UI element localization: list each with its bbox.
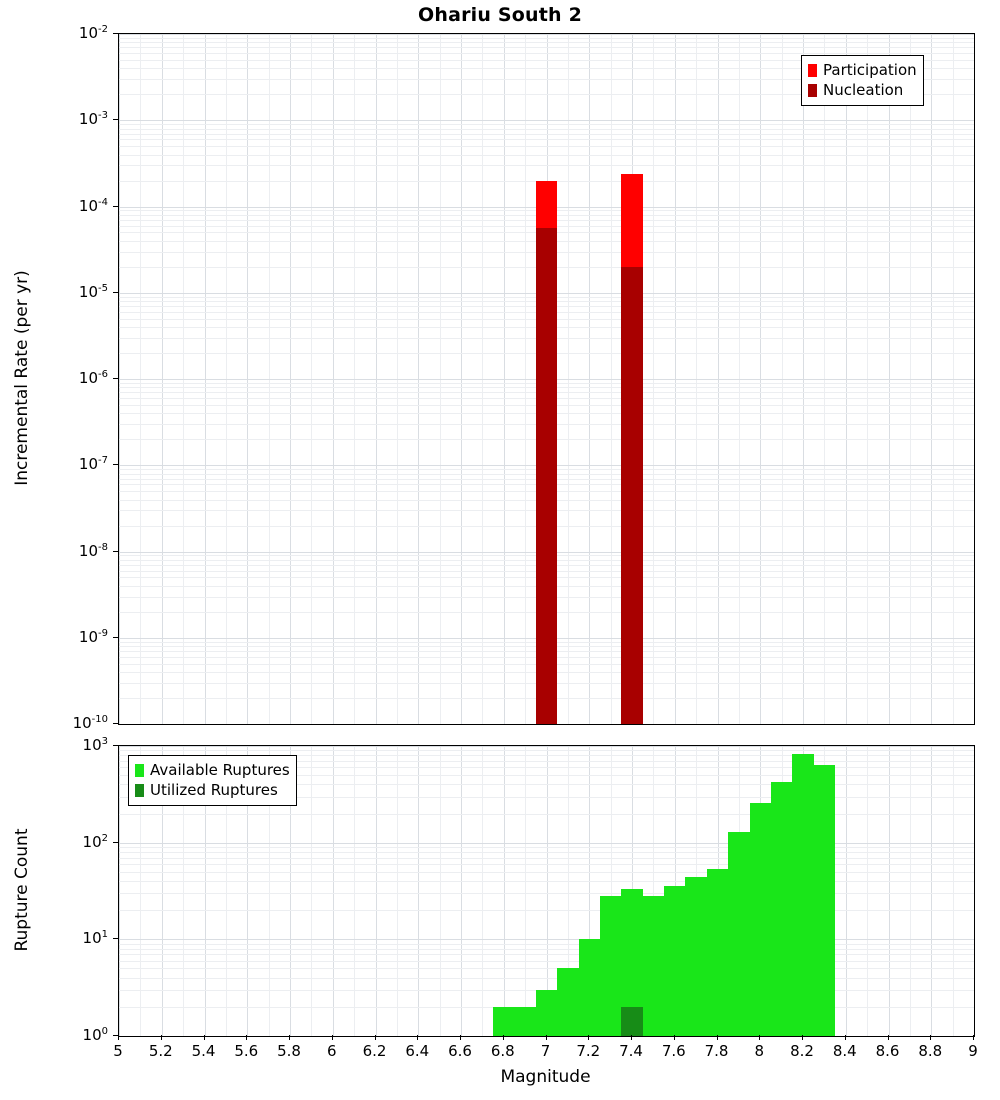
x-tick-label: 8.6 bbox=[875, 1042, 900, 1060]
y-tick-mark bbox=[113, 33, 118, 34]
x-tick-mark bbox=[118, 1035, 119, 1040]
y-tick-mark bbox=[113, 637, 118, 638]
y-tick-mark bbox=[113, 292, 118, 293]
available-rupture-bar bbox=[493, 1007, 514, 1036]
x-tick-mark bbox=[759, 1035, 760, 1040]
x-tick-label: 5 bbox=[113, 1042, 123, 1060]
y-tick-mark bbox=[113, 119, 118, 120]
x-tick-label: 8.8 bbox=[918, 1042, 943, 1060]
x-tick-label: 5.8 bbox=[277, 1042, 301, 1060]
x-tick-mark bbox=[375, 1035, 376, 1040]
x-tick-label: 7 bbox=[540, 1042, 551, 1060]
top-y-tick-label: $10^{-4}$ bbox=[78, 196, 108, 215]
bottom-y-axis-title: Rupture Count bbox=[12, 828, 32, 952]
legend-label: Participation bbox=[823, 61, 917, 79]
x-tick-mark bbox=[588, 1035, 589, 1040]
top-y-tick-label: $10^{-3}$ bbox=[78, 110, 108, 129]
x-tick-label: 6.8 bbox=[490, 1042, 515, 1060]
x-tick-mark bbox=[930, 1035, 931, 1040]
x-axis-title: Magnitude bbox=[500, 1067, 591, 1087]
x-tick-mark bbox=[973, 1035, 974, 1040]
legend-label: Nucleation bbox=[823, 81, 904, 99]
y-tick-mark bbox=[113, 206, 118, 207]
x-tick-mark bbox=[332, 1035, 333, 1040]
available-rupture-bar bbox=[536, 990, 557, 1036]
x-tick-label: 7.4 bbox=[619, 1042, 643, 1060]
top-legend bbox=[801, 55, 924, 106]
legend-swatch-icon bbox=[808, 64, 817, 77]
utilized-rupture-bar bbox=[621, 1007, 642, 1036]
x-tick-label: 6.6 bbox=[448, 1042, 472, 1060]
legend-item bbox=[135, 780, 290, 800]
available-rupture-bar bbox=[557, 968, 578, 1036]
x-tick-label: 7.8 bbox=[704, 1042, 729, 1060]
x-tick-mark bbox=[161, 1035, 162, 1040]
x-tick-mark bbox=[546, 1035, 547, 1040]
available-rupture-bar bbox=[685, 877, 706, 1036]
available-rupture-bar bbox=[771, 782, 792, 1036]
top-y-axis-title: Incremental Rate (per yr) bbox=[12, 270, 32, 486]
y-tick-mark bbox=[113, 745, 118, 746]
bottom-y-tick-label: $10^1$ bbox=[82, 929, 108, 948]
legend-item bbox=[135, 760, 290, 780]
x-tick-mark bbox=[845, 1035, 846, 1040]
x-tick-mark bbox=[802, 1035, 803, 1040]
y-tick-mark bbox=[113, 464, 118, 465]
x-tick-mark bbox=[204, 1035, 205, 1040]
x-tick-label: 9 bbox=[968, 1042, 978, 1060]
x-tick-mark bbox=[289, 1035, 290, 1040]
top-y-tick-label: $10^{-10}$ bbox=[72, 714, 108, 732]
top-y-tick-label: $10^{-6}$ bbox=[78, 369, 108, 387]
available-rupture-bar bbox=[514, 1007, 535, 1036]
x-tick-mark bbox=[460, 1035, 461, 1040]
x-tick-mark bbox=[674, 1035, 675, 1040]
legend-label: Available Ruptures bbox=[150, 761, 290, 779]
available-rupture-bar bbox=[600, 896, 621, 1036]
x-tick-label: 8.2 bbox=[790, 1042, 814, 1060]
legend-label: Utilized Ruptures bbox=[150, 781, 278, 799]
top-y-tick-label: $10^{-8}$ bbox=[78, 541, 108, 560]
x-tick-mark bbox=[888, 1035, 889, 1040]
x-tick-label: 5.4 bbox=[191, 1042, 216, 1060]
y-tick-mark bbox=[113, 938, 118, 939]
x-tick-mark bbox=[503, 1035, 504, 1040]
top-y-tick-label: $10^{-7}$ bbox=[78, 455, 108, 474]
legend-swatch-icon bbox=[135, 784, 144, 797]
available-rupture-bar bbox=[643, 896, 664, 1036]
top-y-tick-label: $10^{-2}$ bbox=[78, 24, 108, 42]
available-rupture-bar bbox=[814, 765, 835, 1036]
y-tick-mark bbox=[113, 842, 118, 843]
nucleation-bar bbox=[536, 228, 557, 724]
x-tick-mark bbox=[717, 1035, 718, 1040]
legend-item bbox=[808, 60, 917, 80]
incremental-rate-plot bbox=[118, 33, 975, 725]
available-rupture-bar bbox=[579, 939, 600, 1036]
x-tick-label: 5.6 bbox=[234, 1042, 259, 1060]
nucleation-bar bbox=[621, 267, 642, 724]
legend-swatch-icon bbox=[808, 84, 817, 97]
available-rupture-bar bbox=[664, 886, 685, 1036]
y-tick-mark bbox=[113, 378, 118, 379]
available-rupture-bar bbox=[707, 869, 728, 1036]
legend-item bbox=[808, 80, 917, 100]
bottom-y-tick-label: $10^0$ bbox=[82, 1026, 108, 1044]
top-y-tick-label: $10^{-5}$ bbox=[78, 282, 108, 301]
bottom-y-tick-label: $10^3$ bbox=[82, 736, 108, 754]
available-rupture-bar bbox=[792, 754, 813, 1036]
bottom-legend bbox=[128, 755, 297, 806]
x-tick-label: 7.6 bbox=[661, 1042, 686, 1060]
x-tick-label: 6.4 bbox=[405, 1042, 430, 1060]
x-tick-label: 6.2 bbox=[362, 1042, 387, 1060]
x-tick-label: 8 bbox=[754, 1042, 765, 1060]
x-tick-mark bbox=[417, 1035, 418, 1040]
x-tick-label: 6 bbox=[326, 1042, 337, 1060]
page-title: Ohariu South 2 bbox=[417, 4, 583, 26]
x-tick-label: 8.4 bbox=[832, 1042, 857, 1060]
top-y-tick-label: $10^{-9}$ bbox=[78, 627, 108, 646]
x-tick-label: 7.2 bbox=[576, 1042, 601, 1060]
bottom-y-tick-label: $10^2$ bbox=[82, 832, 108, 851]
x-tick-mark bbox=[631, 1035, 632, 1040]
available-rupture-bar bbox=[750, 803, 771, 1036]
y-tick-mark bbox=[113, 723, 118, 724]
y-tick-mark bbox=[113, 551, 118, 552]
legend-swatch-icon bbox=[135, 764, 144, 777]
x-tick-label: 5.2 bbox=[148, 1042, 173, 1060]
x-tick-mark bbox=[246, 1035, 247, 1040]
available-rupture-bar bbox=[728, 832, 749, 1036]
